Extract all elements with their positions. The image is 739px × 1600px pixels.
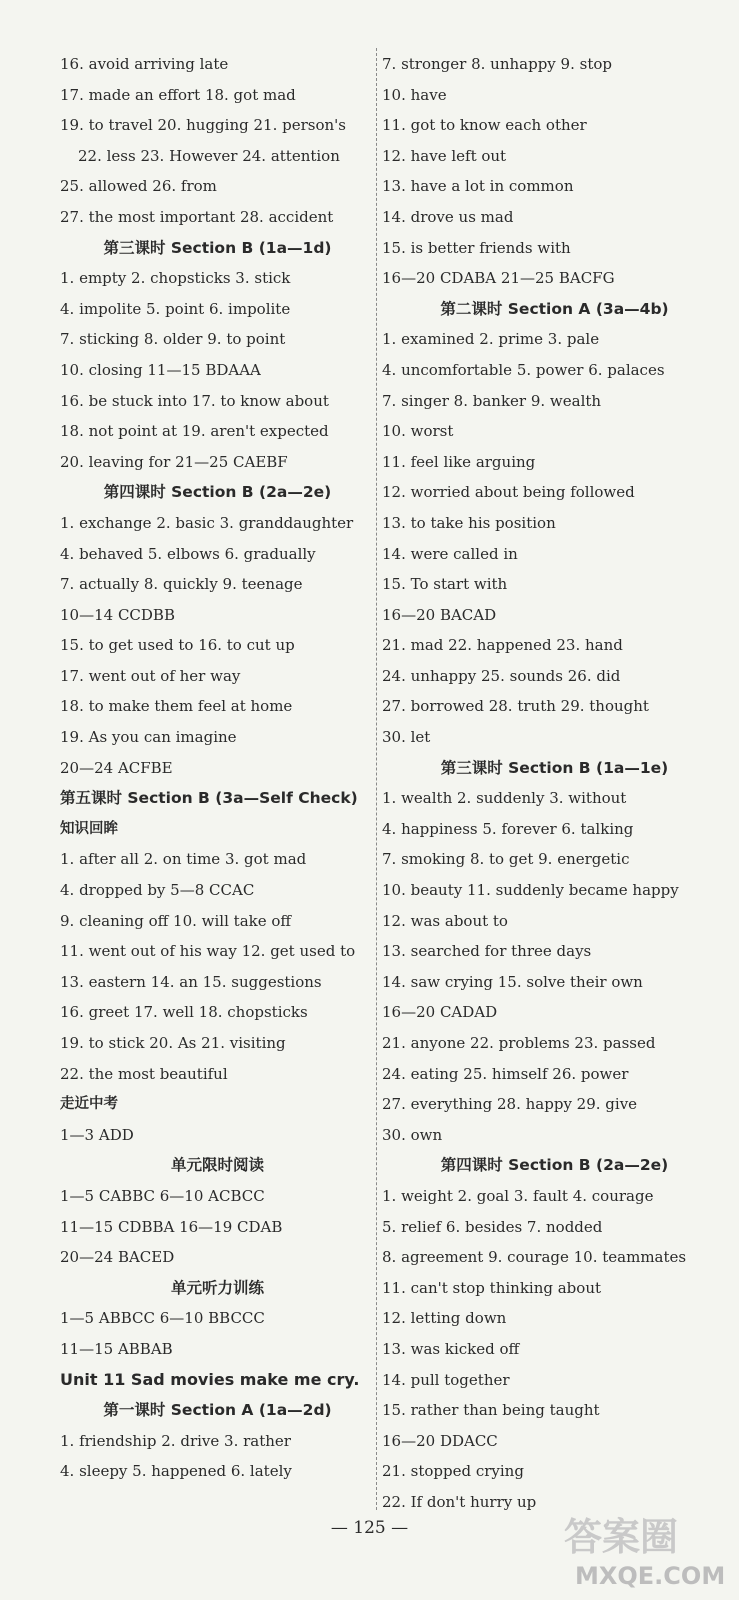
answer-line: 16—20 DDACC — [382, 1431, 498, 1450]
section-heading: 第一课时 Section A (1a—2d) — [103, 1401, 332, 1420]
answer-line: 15. To start with — [382, 575, 508, 594]
answer-line: 11. can't stop thinking about — [382, 1278, 602, 1297]
answer-line: 20—24 ACFBE — [60, 758, 173, 777]
answer-line: 16—20 CADAD — [382, 1003, 498, 1022]
section-heading: 单元限时阅读 — [170, 1156, 264, 1175]
answer-line: 10. have — [382, 85, 447, 104]
answer-line: 12. letting down — [382, 1309, 507, 1328]
answer-line: 16. avoid arriving late — [60, 55, 229, 73]
answer-line: 1. exchange 2. basic 3. granddaughter — [60, 513, 354, 532]
answer-line: 16—20 BACAD — [382, 605, 497, 624]
watermark-bottom: MXQE.COM — [575, 1562, 726, 1590]
answer-line: 4. sleepy 5. happened 6. lately — [60, 1462, 292, 1481]
answer-line: 4. happiness 5. forever 6. talking — [382, 819, 634, 838]
answer-line: 7. stronger 8. unhappy 9. stop — [382, 55, 612, 73]
section-heading: 第四课时 Section B (2a—2e) — [440, 1156, 669, 1175]
answer-line: 4. behaved 5. elbows 6. gradually — [60, 544, 316, 563]
answer-line: 19. As you can imagine — [60, 728, 237, 747]
answer-line: 20—24 BACED — [60, 1248, 175, 1267]
section-heading: 第二课时 Section A (3a—4b) — [440, 299, 669, 318]
answer-line: 13. searched for three days — [382, 942, 592, 961]
answer-line: 24. eating 25. himself 26. power — [382, 1064, 629, 1083]
answer-line: 18. not point at 19. aren't expected — [60, 422, 329, 441]
watermark-top: 答案圈 — [564, 1515, 679, 1559]
answer-line: 27. borrowed 28. truth 29. thought — [382, 697, 649, 716]
answer-line: 14. saw crying 15. solve their own — [382, 972, 643, 991]
answer-line: 17. went out of her way — [60, 666, 241, 685]
answer-line: 1. empty 2. chopsticks 3. stick — [60, 269, 291, 288]
answer-line: 1—5 ABBCC 6—10 BBCCC — [60, 1309, 265, 1328]
left-column — [60, 49, 375, 1487]
answer-line: 12. worried about being followed — [382, 483, 635, 502]
section-heading: 第三课时 Section B (1a—1e) — [440, 758, 669, 777]
answer-line: 11—15 ABBAB — [60, 1339, 173, 1358]
sub-heading: 走近中考 — [60, 1096, 118, 1113]
answer-line: 13. have a lot in common — [382, 177, 574, 196]
answer-line: 7. singer 8. banker 9. wealth — [382, 391, 602, 410]
answer-line: 7. actually 8. quickly 9. teenage — [60, 575, 303, 594]
answer-line: 14. were called in — [382, 544, 518, 563]
answer-line: 22. If don't hurry up — [382, 1492, 537, 1511]
answer-line: 19. to travel 20. hugging 21. person's — [60, 116, 346, 135]
answer-line: 4. impolite 5. point 6. impolite — [60, 299, 291, 318]
answer-line: 16. greet 17. well 18. chopsticks — [60, 1003, 308, 1022]
answer-line: 15. is better friends with — [382, 238, 571, 257]
answer-line: 1—3 ADD — [60, 1125, 134, 1144]
answer-line: 17. made an effort 18. got mad — [60, 85, 296, 104]
answer-line: 12. have left out — [382, 146, 507, 165]
answer-line: 16—20 CDABA 21—25 BACFG — [382, 269, 615, 288]
answer-line: 20. leaving for 21—25 CAEBF — [60, 452, 288, 471]
answer-line: 27. the most important 28. accident — [60, 207, 334, 226]
answer-line: 15. rather than being taught — [382, 1401, 600, 1420]
answer-line: 18. to make them feel at home — [60, 697, 293, 716]
watermark-logo — [559, 1502, 729, 1592]
section-heading: 单元听力训练 — [170, 1278, 264, 1297]
answer-line: 10. closing 11—15 BDAAA — [60, 360, 261, 379]
answer-line: 15. to get used to 16. to cut up — [60, 636, 295, 655]
answer-line: 22. the most beautiful — [60, 1064, 228, 1083]
answer-line: 7. smoking 8. to get 9. energetic — [382, 850, 630, 869]
answer-line: 10. worst — [382, 422, 454, 441]
answer-line: 10—14 CCDBB — [60, 605, 175, 624]
answer-line: 14. drove us mad — [382, 207, 514, 226]
answer-line: 16. be stuck into 17. to know about — [60, 391, 329, 410]
answer-line: 19. to stick 20. As 21. visiting — [60, 1034, 286, 1052]
answer-line: 27. everything 28. happy 29. give — [382, 1095, 638, 1114]
answer-line: 14. pull together — [382, 1370, 510, 1389]
unit-title: Unit 11 Sad movies make me cry. — [60, 1369, 360, 1389]
answer-line: 1—5 CABBC 6—10 ACBCC — [60, 1186, 265, 1205]
section-heading: 第五课时 Section B (3a—Self Check) — [60, 789, 358, 808]
sub-heading: 知识回眸 — [60, 820, 118, 837]
section-heading: 第三课时 Section B (1a—1d) — [103, 238, 332, 257]
answer-line: 21. mad 22. happened 23. hand — [382, 636, 623, 655]
answer-line: 11—15 CDBBA 16—19 CDAB — [60, 1217, 283, 1236]
answer-line: 12. was about to — [382, 911, 508, 930]
answer-line: 24. unhappy 25. sounds 26. did — [382, 666, 621, 685]
answer-line: 1. friendship 2. drive 3. rather — [60, 1431, 291, 1450]
right-column — [382, 49, 727, 1518]
answer-line: 30. let — [382, 728, 431, 747]
answer-line: 11. feel like arguing — [382, 452, 536, 471]
answer-line: 1. examined 2. prime 3. pale — [382, 330, 600, 349]
page-number: — 125 — — [330, 1518, 409, 1538]
column-divider — [376, 48, 377, 1510]
answer-line: 8. agreement 9. courage 10. teammates — [382, 1248, 687, 1267]
answer-line: 21. anyone 22. problems 23. passed — [382, 1034, 656, 1052]
answer-line: 13. eastern 14. an 15. suggestions — [60, 972, 322, 991]
answer-line: 1. wealth 2. suddenly 3. without — [382, 789, 627, 808]
answer-line: 13. was kicked off — [382, 1339, 520, 1358]
answer-line: 11. got to know each other — [382, 116, 587, 135]
section-heading: 第四课时 Section B (2a—2e) — [103, 483, 332, 502]
answer-line: 10. beauty 11. suddenly became happy — [382, 881, 679, 900]
answer-line: 4. dropped by 5—8 CCAC — [60, 881, 255, 900]
answer-line: 30. own — [382, 1125, 443, 1144]
answer-line: 21. stopped crying — [382, 1462, 524, 1481]
answer-line: 5. relief 6. besides 7. nodded — [382, 1217, 603, 1236]
answer-line: 22. less 23. However 24. attention — [78, 146, 340, 165]
answer-line: 1. weight 2. goal 3. fault 4. courage — [382, 1186, 654, 1205]
answer-line: 1. after all 2. on time 3. got mad — [60, 850, 307, 869]
answer-line: 9. cleaning off 10. will take off — [60, 911, 292, 930]
answer-line: 25. allowed 26. from — [60, 177, 217, 196]
answer-line: 11. went out of his way 12. get used to — [60, 942, 356, 961]
answer-line: 4. uncomfortable 5. power 6. palaces — [382, 360, 665, 379]
answer-line: 7. sticking 8. older 9. to point — [60, 330, 286, 349]
answer-line: 13. to take his position — [382, 513, 556, 532]
